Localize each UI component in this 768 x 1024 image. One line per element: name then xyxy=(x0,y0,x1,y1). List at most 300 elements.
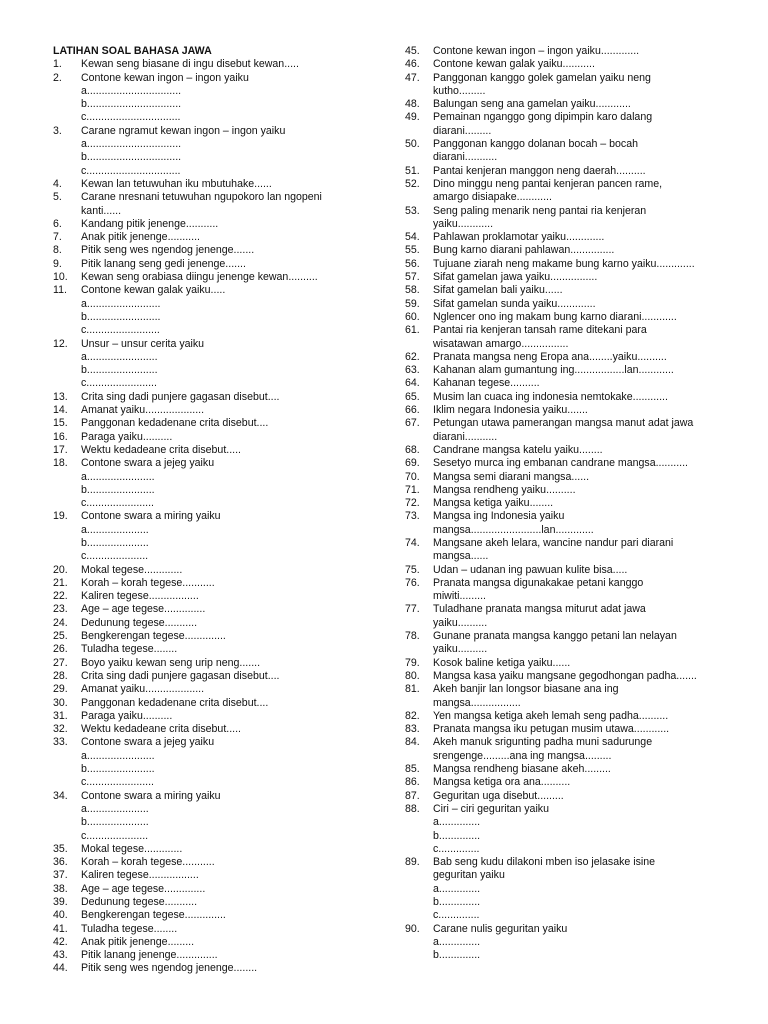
left-column xyxy=(53,45,353,976)
question-text: Pitik seng wes ngendog jenenge........ xyxy=(81,962,258,975)
question-text: Tuladha tegese........ xyxy=(81,643,178,656)
question-item xyxy=(405,72,735,99)
question-item xyxy=(405,497,735,510)
question-number: 25. xyxy=(53,630,68,643)
question-item xyxy=(53,962,353,975)
question-number: 5. xyxy=(53,191,62,204)
question-text: Gunane pranata mangsa kanggo petani lan nelayan yaiku.......... xyxy=(433,630,677,656)
question-item xyxy=(53,896,353,909)
question-text: Carane nulis geguritan yaiku xyxy=(433,922,568,935)
question-item xyxy=(405,776,735,789)
question-number: 55. xyxy=(405,244,420,257)
question-item xyxy=(405,324,735,351)
question-number: 61. xyxy=(405,324,420,337)
question-item xyxy=(405,377,735,390)
question-text: Pemainan nganggo gong dipimpin karo dalang diarani......... xyxy=(433,111,653,137)
question-number: 28. xyxy=(53,669,68,682)
answer-line: a......................... xyxy=(81,297,161,310)
question-number: 74. xyxy=(405,536,420,549)
answer-line: c.............. xyxy=(433,842,480,855)
question-item xyxy=(53,923,353,936)
answer-line: c........................ xyxy=(81,377,157,390)
answer-line: a................................ xyxy=(81,138,182,151)
question-item xyxy=(405,484,735,497)
question-item xyxy=(405,457,735,470)
question-number: 33. xyxy=(53,736,68,749)
question-text: Amanat yaiku.................... xyxy=(81,404,205,417)
answer-line: c..................... xyxy=(81,829,149,842)
question-item xyxy=(405,657,735,670)
question-number: 88. xyxy=(405,802,420,815)
question-text: Kahanan alam gumantung ing.................lan............ xyxy=(433,364,674,377)
question-number: 13. xyxy=(53,390,68,403)
question-item xyxy=(53,231,353,244)
question-text: Akeh banjir lan longsor biasane ana ing mangsa................. xyxy=(433,683,619,709)
question-number: 24. xyxy=(53,616,68,629)
question-number: 23. xyxy=(53,603,68,616)
question-number: 40. xyxy=(53,909,68,922)
question-number: 73. xyxy=(405,510,420,523)
answer-line: c................................ xyxy=(81,164,181,177)
question-item xyxy=(53,72,353,85)
question-item xyxy=(405,231,735,244)
question-number: 42. xyxy=(53,935,68,948)
question-number: 38. xyxy=(53,882,68,895)
answer-line: b.............. xyxy=(433,829,481,842)
question-item xyxy=(405,923,735,936)
question-number: 50. xyxy=(405,138,420,151)
question-item xyxy=(405,111,735,138)
question-number: 67. xyxy=(405,417,420,430)
question-item xyxy=(53,590,353,603)
question-text: Mangsa semi diarani mangsa...... xyxy=(433,470,590,483)
question-number: 89. xyxy=(405,856,420,869)
question-text: Korah – korah tegese........... xyxy=(81,856,215,869)
worksheet-title: LATIHAN SOAL BAHASA JAWA xyxy=(53,45,212,57)
question-text: Crita sing dadi punjere gagasan disebut.... xyxy=(81,669,280,682)
question-number: 26. xyxy=(53,643,68,656)
question-number: 14. xyxy=(53,404,68,417)
question-number: 62. xyxy=(405,350,420,363)
answer-line: b.............. xyxy=(433,896,481,908)
question-text: Contone kewan ingon – ingon yaiku xyxy=(81,71,249,84)
question-text: Contone swara a miring yaiku xyxy=(81,789,221,802)
question-text: Wektu kedadeane crita disebut..... xyxy=(81,443,241,456)
question-item xyxy=(405,311,735,324)
question-number: 53. xyxy=(405,204,420,217)
question-text: Sesetyo murca ing embanan candrane mangsa........... xyxy=(433,457,688,470)
answer-line: c......................... xyxy=(81,324,160,337)
question-item xyxy=(405,351,735,364)
question-text: Pitik lanang seng gedi jenenge....... xyxy=(81,257,246,270)
question-item xyxy=(53,391,353,404)
question-number: 52. xyxy=(405,177,420,190)
question-item xyxy=(53,683,353,696)
answer-line: b................................ xyxy=(81,98,182,111)
question-number: 68. xyxy=(405,443,420,456)
question-item xyxy=(53,510,353,523)
question-number: 2. xyxy=(53,71,62,84)
question-text: Paraga yaiku.......... xyxy=(81,430,173,443)
question-item xyxy=(405,258,735,271)
question-number: 6. xyxy=(53,217,62,230)
question-number: 19. xyxy=(53,510,68,523)
question-number: 60. xyxy=(405,310,420,323)
question-text: Carane nresnani tetuwuhan ngupokoro lan ngopeni kanti...... xyxy=(81,191,322,217)
question-item xyxy=(53,218,353,231)
question-item xyxy=(53,883,353,896)
question-item xyxy=(53,444,353,457)
question-text: Mokal tegese............. xyxy=(81,842,183,855)
question-item xyxy=(53,617,353,630)
question-text: Boyo yaiku kewan seng urip neng....... xyxy=(81,656,261,669)
question-number: 66. xyxy=(405,404,420,417)
question-number: 17. xyxy=(53,443,68,456)
question-text: Yen mangsa ketiga akeh lemah seng padha.......... xyxy=(433,709,669,722)
answer-line: c....................... xyxy=(81,497,154,510)
question-text: Panggonan kedadenane crita disebut.... xyxy=(81,696,269,709)
question-text: Kaliren tegese................. xyxy=(81,869,199,882)
question-item xyxy=(53,564,353,577)
question-number: 4. xyxy=(53,177,62,190)
question-item xyxy=(53,723,353,736)
answer-line: c.............. xyxy=(433,909,480,922)
question-text: Ciri – ciri geguritan yaiku xyxy=(433,802,549,815)
question-text: Kandang pitik jenenge........... xyxy=(81,217,219,230)
answer-line: b.............. xyxy=(433,949,481,962)
question-number: 1. xyxy=(53,58,62,71)
question-item xyxy=(405,444,735,457)
question-text: Contone swara a jejeg yaiku xyxy=(81,457,215,470)
question-number: 11. xyxy=(53,284,67,297)
question-text: Balungan seng ana gamelan yaiku............ xyxy=(433,98,631,111)
answer-line: a..................... xyxy=(81,802,149,815)
question-text: Carane ngramut kewan ingon – ingon yaiku xyxy=(81,124,286,137)
question-item xyxy=(405,404,735,417)
question-number: 78. xyxy=(405,630,420,643)
question-text: Petungan utawa pamerangan mangsa manut adat jawa diarani........... xyxy=(433,417,694,443)
question-item xyxy=(53,869,353,882)
question-text: Tuladha tegese........ xyxy=(81,922,178,935)
question-number: 57. xyxy=(405,271,420,284)
question-item xyxy=(405,577,735,604)
question-item xyxy=(405,364,735,377)
question-item xyxy=(53,909,353,922)
question-item xyxy=(53,284,353,297)
question-item xyxy=(405,710,735,723)
question-item xyxy=(53,244,353,257)
answer-line: b..................... xyxy=(81,816,149,829)
question-item xyxy=(405,271,735,284)
question-item xyxy=(405,284,735,297)
question-text: Contone swara a jejeg yaiku xyxy=(81,736,215,749)
question-text: Panggonan kanggo dolanan bocah – bocah diarani........... xyxy=(433,138,638,164)
question-number: 86. xyxy=(405,776,420,789)
question-item xyxy=(53,856,353,869)
question-item xyxy=(405,471,735,484)
question-text: Iklim negara Indonesia yaiku....... xyxy=(433,404,588,417)
answer-line: b........................ xyxy=(81,364,158,377)
question-item xyxy=(405,723,735,736)
question-item xyxy=(405,670,735,683)
question-number: 41. xyxy=(53,922,68,935)
question-number: 81. xyxy=(405,683,420,696)
question-text: Anak pitik jenenge......... xyxy=(81,935,195,948)
question-item xyxy=(53,404,353,417)
question-text: Bung karno diarani pahlawan............... xyxy=(433,244,615,257)
question-item xyxy=(53,657,353,670)
question-item xyxy=(405,205,735,232)
question-text: Paraga yaiku.......... xyxy=(81,709,173,722)
question-text: Musim lan cuaca ing indonesia nemtokake............ xyxy=(433,390,668,403)
question-number: 75. xyxy=(405,563,420,576)
answer-line: b................................ xyxy=(81,151,182,164)
question-number: 18. xyxy=(53,457,68,470)
question-number: 30. xyxy=(53,696,68,709)
answer-line: c....................... xyxy=(81,776,154,789)
question-number: 84. xyxy=(405,736,420,749)
question-number: 7. xyxy=(53,231,62,244)
question-number: 79. xyxy=(405,656,420,669)
answer-line: b....................... xyxy=(81,763,155,776)
answer-line: a.............. xyxy=(433,935,481,948)
question-item xyxy=(53,949,353,962)
question-number: 43. xyxy=(53,949,68,962)
question-number: 29. xyxy=(53,683,68,696)
question-number: 59. xyxy=(405,297,420,310)
question-number: 36. xyxy=(53,856,68,869)
question-number: 83. xyxy=(405,723,420,736)
question-text: Amanat yaiku.................... xyxy=(81,683,205,696)
question-number: 76. xyxy=(405,576,420,589)
question-number: 47. xyxy=(405,71,420,84)
question-item xyxy=(405,244,735,257)
question-item xyxy=(405,391,735,404)
question-text: Pranata mangsa iku petugan musim utawa............ xyxy=(433,723,670,736)
question-number: 70. xyxy=(405,470,420,483)
answer-line: a....................... xyxy=(81,749,155,762)
question-item xyxy=(53,191,353,218)
question-item xyxy=(53,178,353,191)
question-number: 87. xyxy=(405,789,420,802)
question-item xyxy=(405,45,735,58)
question-number: 65. xyxy=(405,390,420,403)
question-text: Tujuane ziarah neng makame bung karno yaiku............. xyxy=(433,257,695,270)
question-text: Geguritan uga disebut......... xyxy=(433,789,564,802)
question-number: 45. xyxy=(405,45,420,57)
question-text: Udan – udanan ing pawuan kulite bisa..... xyxy=(433,563,628,576)
question-number: 48. xyxy=(405,98,420,111)
question-text: Kewan seng orabiasa diingu jenenge kewan.......... xyxy=(81,271,318,284)
question-item xyxy=(405,683,735,710)
question-item xyxy=(405,564,735,577)
question-text: Pranata mangsa neng Eropa ana........yaiku.......... xyxy=(433,350,667,363)
question-text: Contone swara a miring yaiku xyxy=(81,510,221,523)
question-text: Pitik seng wes ngendog jenenge....... xyxy=(81,244,255,257)
question-text: Mangsa kasa yaiku mangsane gegodhongan padha....... xyxy=(433,669,697,682)
question-text: Kewan seng biasane di ingu disebut kewan..... xyxy=(81,58,299,71)
question-number: 15. xyxy=(53,417,68,430)
question-text: Mokal tegese............. xyxy=(81,563,183,576)
question-number: 80. xyxy=(405,669,420,682)
question-text: Mangsa ketiga yaiku........ xyxy=(433,497,554,510)
question-text: Bab seng kudu dilakoni mben iso jelasake isine geguritan yaiku xyxy=(433,856,656,882)
question-item xyxy=(53,710,353,723)
answer-line: b......................... xyxy=(81,310,161,323)
question-text: Age – age tegese.............. xyxy=(81,882,206,895)
question-item xyxy=(405,417,735,444)
question-number: 8. xyxy=(53,244,62,257)
question-text: Pranata mangsa digunakakae petani kanggo miwiti......... xyxy=(433,576,644,603)
question-item xyxy=(405,790,735,803)
answer-line: b....................... xyxy=(81,483,155,496)
question-text: Age – age tegese.............. xyxy=(81,603,206,616)
question-item xyxy=(53,338,353,351)
answer-line: c..................... xyxy=(81,550,149,563)
question-text: Nglencer ono ing makam bung karno diarani............ xyxy=(433,310,677,323)
question-item xyxy=(53,736,353,749)
answer-line: a....................... xyxy=(81,470,155,483)
question-text: Mangsa ketiga ora ana.......... xyxy=(433,776,571,789)
question-item xyxy=(53,697,353,710)
question-item xyxy=(53,125,353,138)
question-text: Bengkerengan tegese.............. xyxy=(81,630,226,643)
question-text: Panggonan kanggo golek gamelan yaiku neng kutho......... xyxy=(433,71,651,97)
question-item xyxy=(405,537,735,564)
question-item xyxy=(405,98,735,111)
question-text: Wektu kedadeane crita disebut..... xyxy=(81,723,241,736)
question-number: 32. xyxy=(53,723,68,736)
question-item xyxy=(405,763,735,776)
question-number: 85. xyxy=(405,763,420,776)
question-item xyxy=(53,577,353,590)
answer-line: b..................... xyxy=(81,536,149,549)
question-number: 71. xyxy=(405,483,420,496)
answer-line: a................................ xyxy=(81,84,182,97)
question-text: Contone kewan galak yaiku..... xyxy=(81,284,226,297)
question-item xyxy=(53,630,353,643)
right-column xyxy=(405,45,735,962)
question-text: Pahlawan proklamotar yaiku............. xyxy=(433,231,605,244)
question-text: Sifat gamelan sunda yaiku............. xyxy=(433,297,596,310)
question-item xyxy=(405,630,735,657)
question-number: 3. xyxy=(53,124,62,137)
question-text: Panggonan kedadenane crita disebut.... xyxy=(81,417,269,430)
question-text: Mangsa ing Indonesia yaiku mangsa........................lan............. xyxy=(433,510,594,536)
question-text: Crita sing dadi punjere gagasan disebut.... xyxy=(81,390,280,403)
question-item xyxy=(405,856,735,883)
question-item xyxy=(53,643,353,656)
question-text: Sifat gamelan bali yaiku...... xyxy=(433,284,563,297)
question-number: 16. xyxy=(53,430,68,443)
question-number: 35. xyxy=(53,842,68,855)
question-number: 63. xyxy=(405,364,420,377)
answer-line: a.............. xyxy=(433,882,481,895)
question-item xyxy=(53,258,353,271)
answer-line: a........................ xyxy=(81,350,158,363)
question-text: Contone kewan ingon – ingon yaiku............. xyxy=(433,45,640,57)
question-item xyxy=(53,603,353,616)
question-text: Kaliren tegese................. xyxy=(81,590,199,603)
question-number: 22. xyxy=(53,590,68,603)
answer-line: c................................ xyxy=(81,111,181,124)
question-number: 20. xyxy=(53,563,68,576)
question-item xyxy=(405,58,735,71)
question-text: Seng paling menarik neng pantai ria kenjeran yaiku............ xyxy=(433,204,647,230)
question-text: Mangsa rendheng biasane akeh......... xyxy=(433,763,611,776)
question-text: Anak pitik jenenge........... xyxy=(81,231,200,244)
question-item xyxy=(53,457,353,470)
question-number: 72. xyxy=(405,497,420,510)
question-number: 10. xyxy=(53,271,68,284)
question-text: Pantai ria kenjeran tansah rame ditekani para wisatawan amargo................ xyxy=(433,324,647,350)
question-number: 39. xyxy=(53,896,68,908)
question-text: Kosok baline ketiga yaiku...... xyxy=(433,656,571,669)
question-number: 58. xyxy=(405,284,420,297)
question-text: Sifat gamelan jawa yaiku................ xyxy=(433,271,598,284)
question-text: Korah – korah tegese........... xyxy=(81,576,215,589)
question-number: 44. xyxy=(53,962,68,975)
question-text: Kewan lan tetuwuhan iku mbutuhake...... xyxy=(81,177,272,190)
question-text: Bengkerengan tegese.............. xyxy=(81,909,226,922)
question-item xyxy=(53,417,353,430)
question-item xyxy=(405,178,735,205)
question-item xyxy=(53,271,353,284)
question-number: 77. xyxy=(405,603,420,616)
question-text: Dino minggu neng pantai kenjeran pancen rame, amargo disiapake............ xyxy=(433,177,663,204)
question-number: 54. xyxy=(405,231,420,244)
question-item xyxy=(53,431,353,444)
question-text: Candrane mangsa katelu yaiku........ xyxy=(433,443,603,456)
question-text: Dedunung tegese........... xyxy=(81,896,198,908)
question-number: 31. xyxy=(53,709,68,722)
question-item xyxy=(405,603,735,630)
question-number: 82. xyxy=(405,709,420,722)
question-item xyxy=(405,298,735,311)
question-number: 64. xyxy=(405,377,420,390)
answer-line: a..................... xyxy=(81,523,149,536)
question-text: Mangsa rendheng yaiku.......... xyxy=(433,483,576,496)
question-text: Dedunung tegese........... xyxy=(81,616,198,629)
question-number: 34. xyxy=(53,789,68,802)
question-number: 46. xyxy=(405,58,420,71)
question-text: Unsur – unsur cerita yaiku xyxy=(81,337,205,350)
question-number: 69. xyxy=(405,457,420,470)
question-number: 56. xyxy=(405,257,420,270)
question-number: 21. xyxy=(53,576,68,589)
question-text: Pantai kenjeran manggon neng daerah.......... xyxy=(433,164,646,177)
question-number: 12. xyxy=(53,337,68,350)
question-number: 37. xyxy=(53,869,68,882)
question-item xyxy=(53,670,353,683)
question-item xyxy=(405,510,735,537)
question-item xyxy=(53,843,353,856)
question-item xyxy=(405,803,735,816)
question-item xyxy=(53,790,353,803)
question-text: Pitik lanang jenenge.............. xyxy=(81,949,218,962)
question-text: Akeh manuk srigunting padha muni sadurunge srengenge.........ana ing mangsa......... xyxy=(433,736,653,762)
question-number: 27. xyxy=(53,656,68,669)
question-text: Kahanan tegese.......... xyxy=(433,377,540,390)
question-text: Mangsane akeh lelara, wancine nandur pari diarani mangsa...... xyxy=(433,536,674,563)
question-item xyxy=(405,138,735,165)
question-number: 51. xyxy=(405,164,420,177)
question-number: 9. xyxy=(53,257,62,270)
question-text: Tuladhane pranata mangsa miturut adat jawa yaiku.......... xyxy=(433,603,646,629)
question-number: 90. xyxy=(405,922,420,935)
question-item xyxy=(405,165,735,178)
answer-line: a.............. xyxy=(433,816,481,829)
